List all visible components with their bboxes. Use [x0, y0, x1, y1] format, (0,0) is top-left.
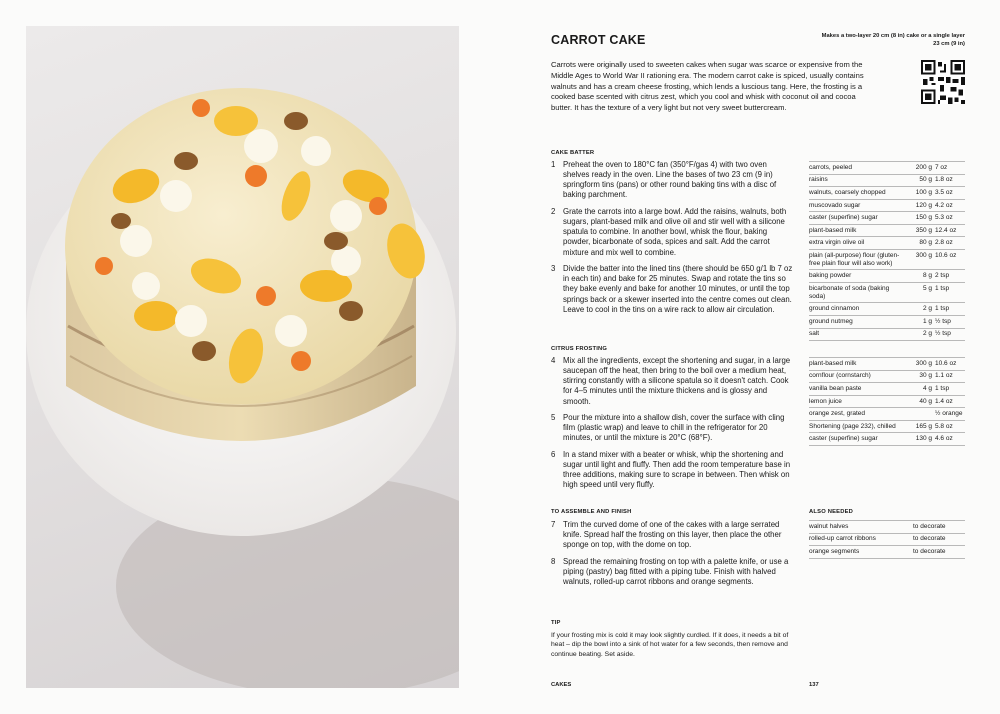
step-number: 6: [551, 450, 556, 459]
step-text: Grate the carrots into a large bowl. Add the raisins, walnuts, both sugars, plant-based milk and olive oil and stir well with a silicone spatula to combine. In another bowl, whisk the flour, baking powder, bicarbonate of soda, spices and salt. Add the carrot mixture and mix well to combine.: [563, 207, 787, 257]
ingredient-name: plain (all-purpose) flour (gluten-free plain flour will also work): [809, 250, 907, 270]
ingredient-name: ground nutmeg: [809, 315, 907, 328]
ingredient-row: [809, 358, 965, 371]
ingredient-row: [809, 328, 965, 341]
step-text: In a stand mixer with a beater or whisk, whip the shortening and sugar until light and fluffy. Then add the room temperature base in three additions, making sure to scrape in between. Then whisk on high speed until very fluffy.: [563, 450, 791, 490]
ingredient-row: [809, 433, 965, 446]
step-number: 2: [551, 207, 556, 216]
ingredient-imperial: 7 oz: [935, 162, 965, 175]
ingredient-imperial: 5.3 oz: [935, 212, 965, 225]
step-number: 8: [551, 556, 556, 566]
ingredient-imperial: ½ orange: [935, 408, 965, 421]
tip-text: If your frosting mix is cold it may look slightly curdled. If it does, it needs a bit of heat – dip the bowl into a sink of hot water for a few seconds, then remove and continue beating. Set aside.: [551, 632, 789, 658]
citrus-frosting-ingredients: [809, 357, 965, 446]
ingredient-row: [809, 250, 965, 270]
ingredient-imperial: 12.4 oz: [935, 224, 965, 237]
also-needed-item: orange segments: [809, 546, 907, 559]
ingredient-imperial: 5.8 oz: [935, 420, 965, 433]
ingredient-grams: [907, 408, 935, 421]
ingredient-name: walnuts, coarsely chopped: [809, 187, 907, 200]
ingredient-imperial: 10.6 oz: [935, 250, 965, 270]
step: [551, 356, 795, 407]
ingredient-grams: 350 g: [907, 224, 935, 237]
step-text: Spread the remaining frosting on top with a palette knife, or use a piping (pastry) bag fitted with a piping tube. Finish with halved walnuts, rolled-up carrot ribbons and orange segments.: [563, 556, 789, 587]
recipe-intro: Carrots were originally used to sweeten cakes when sugar was scarce or expensive from the Middle Ages to World War II rationing era. The modern carrot cake is spiced, usually contains walnuts and has a cream cheese frosting, which lends a luscious tang. Here, the frosting is a cooked base scented with citrus zest, which you cool and whisk with coconut oil and cocoa butter. It has the texture of a very light but not very sweet buttercream.: [551, 60, 864, 113]
ingredient-imperial: ½ tsp: [935, 315, 965, 328]
ingredient-row: [809, 283, 965, 303]
step: [551, 557, 795, 587]
step-text: Divide the batter into the lined tins (there should be 650 g/1 lb 7 oz in each tin) and bake for 25 minutes. Swap and rotate the tins so they bake evenly and bake for another 10 minutes, or until the top springs back or a skewer inserted into the centre comes out clean. Leave to cool in the tins on a wire rack to allow air circulation.: [563, 264, 793, 314]
ingredient-name: extra virgin olive oil: [809, 237, 907, 250]
also-needed-qty: to decorate: [907, 546, 965, 559]
ingredient-imperial: 1 tsp: [935, 303, 965, 316]
section-heading-cake-batter: CAKE BATTER: [551, 150, 595, 156]
cake-batter-steps: [551, 160, 795, 321]
step-text: Trim the curved dome of one of the cakes with a large serrated knife. Spread half the frosting on this layer, then place the other sponge on top, with the dome on top.: [563, 520, 782, 550]
section-heading-assemble: TO ASSEMBLE AND FINISH: [551, 509, 632, 515]
ingredient-name: carrots, peeled: [809, 162, 907, 175]
ingredient-grams: 50 g: [907, 174, 935, 187]
section-heading-citrus-frosting: CITRUS FROSTING: [551, 346, 608, 352]
ingredient-name: raisins: [809, 174, 907, 187]
recipe-yield: Makes a two-layer 20 cm (8 in) cake or a single layer 23 cm (9 in): [821, 33, 965, 47]
ingredient-name: ground cinnamon: [809, 303, 907, 316]
ingredient-name: caster (superfine) sugar: [809, 212, 907, 225]
ingredient-row: [809, 212, 965, 225]
ingredient-grams: 30 g: [907, 370, 935, 383]
section-heading-also-needed: ALSO NEEDED: [809, 509, 854, 515]
also-needed-qty: to decorate: [907, 533, 965, 546]
ingredient-imperial: 4.2 oz: [935, 199, 965, 212]
step-number: 7: [551, 520, 556, 529]
step: [551, 450, 795, 491]
cake-batter-ingredients: [809, 161, 965, 341]
ingredient-name: salt: [809, 328, 907, 341]
ingredient-name: vanilla bean paste: [809, 383, 907, 396]
ingredient-name: orange zest, grated: [809, 408, 907, 421]
ingredient-grams: 2 g: [907, 303, 935, 316]
step-number: 4: [551, 356, 556, 365]
ingredient-imperial: 10.6 oz: [935, 358, 965, 371]
ingredient-name: plant-based milk: [809, 358, 907, 371]
ingredient-imperial: 1 tsp: [935, 283, 965, 303]
step: [551, 264, 795, 315]
ingredient-row: [809, 303, 965, 316]
recipe-title: CARROT CAKE: [551, 33, 646, 47]
ingredient-name: Shortening (page 232), chilled: [809, 420, 907, 433]
step: [551, 520, 795, 550]
ingredient-name: lemon juice: [809, 395, 907, 408]
ingredient-imperial: 1.4 oz: [935, 395, 965, 408]
ingredient-row: [809, 187, 965, 200]
section-heading-tip: TIP: [551, 620, 561, 626]
ingredient-row: [809, 237, 965, 250]
step-number: 5: [551, 413, 556, 423]
ingredient-grams: 5 g: [907, 283, 935, 303]
ingredient-imperial: ½ tsp: [935, 328, 965, 341]
ingredient-row: [809, 224, 965, 237]
ingredient-row: [809, 395, 965, 408]
chapter-name: CAKES: [551, 682, 572, 688]
ingredient-grams: 1 g: [907, 315, 935, 328]
assemble-steps: [551, 520, 795, 594]
ingredient-grams: 150 g: [907, 212, 935, 225]
citrus-frosting-steps: [551, 356, 795, 497]
ingredient-imperial: 4.6 oz: [935, 433, 965, 446]
step-text: Preheat the oven to 180°C fan (350°F/gas 4) with two oven shelves ready in the oven. Line the bases of two 23 cm (9 in) springform tins (pans) or other round baking tins with a disc of baking parchment.: [563, 160, 777, 200]
ingredient-grams: 4 g: [907, 383, 935, 396]
step: [551, 207, 795, 258]
ingredient-grams: 120 g: [907, 199, 935, 212]
ingredient-imperial: 2 tsp: [935, 270, 965, 283]
ingredient-imperial: 1 tsp: [935, 383, 965, 396]
also-needed-row: [809, 521, 965, 534]
step-text: Pour the mixture into a shallow dish, cover the surface with cling film (plastic wrap) and leave to chill in the refrigerator for 20 minutes, or until the mixture is 20°C (68°F).: [563, 413, 785, 443]
page-number: 137: [809, 682, 819, 688]
ingredient-grams: 40 g: [907, 395, 935, 408]
ingredient-grams: 100 g: [907, 187, 935, 200]
ingredient-row: [809, 270, 965, 283]
also-needed-row: [809, 533, 965, 546]
ingredient-name: bicarbonate of soda (baking soda): [809, 283, 907, 303]
ingredient-row: [809, 383, 965, 396]
ingredient-grams: 2 g: [907, 328, 935, 341]
ingredient-name: caster (superfine) sugar: [809, 433, 907, 446]
ingredient-name: plant-based milk: [809, 224, 907, 237]
also-needed-item: rolled-up carrot ribbons: [809, 533, 907, 546]
ingredient-name: cornflour (cornstarch): [809, 370, 907, 383]
qr-code-icon[interactable]: [921, 60, 965, 104]
ingredient-grams: 200 g: [907, 162, 935, 175]
ingredient-imperial: 2.8 oz: [935, 237, 965, 250]
ingredient-imperial: 3.5 oz: [935, 187, 965, 200]
ingredient-name: baking powder: [809, 270, 907, 283]
ingredient-row: [809, 370, 965, 383]
also-needed-item: walnut halves: [809, 521, 907, 534]
also-needed-list: [809, 520, 965, 559]
step-text: Mix all the ingredients, except the shortening and sugar, in a large saucepan off the heat, then bring to the boil over a medium heat, stirring constantly with a silicone spatula so it doesn't catch. Cook for 4–5 minutes until the mixture thickens and is glossy and smooth.: [563, 356, 791, 406]
ingredient-grams: 8 g: [907, 270, 935, 283]
ingredient-row: [809, 174, 965, 187]
also-needed-row: [809, 546, 965, 559]
ingredient-grams: 165 g: [907, 420, 935, 433]
ingredient-row: [809, 420, 965, 433]
ingredient-grams: 130 g: [907, 433, 935, 446]
ingredient-grams: 80 g: [907, 237, 935, 250]
step: [551, 413, 795, 443]
ingredient-name: muscovado sugar: [809, 199, 907, 212]
step-number: 3: [551, 264, 556, 274]
recipe-page: [551, 0, 971, 714]
ingredient-grams: 300 g: [907, 250, 935, 270]
cake-photo: [26, 26, 459, 688]
ingredient-row: [809, 162, 965, 175]
also-needed-qty: to decorate: [907, 521, 965, 534]
ingredient-grams: 300 g: [907, 358, 935, 371]
ingredient-row: [809, 199, 965, 212]
ingredient-imperial: 1.8 oz: [935, 174, 965, 187]
step-number: 1: [551, 160, 556, 169]
step: [551, 160, 795, 201]
ingredient-row: [809, 408, 965, 421]
ingredient-imperial: 1.1 oz: [935, 370, 965, 383]
ingredient-row: [809, 315, 965, 328]
